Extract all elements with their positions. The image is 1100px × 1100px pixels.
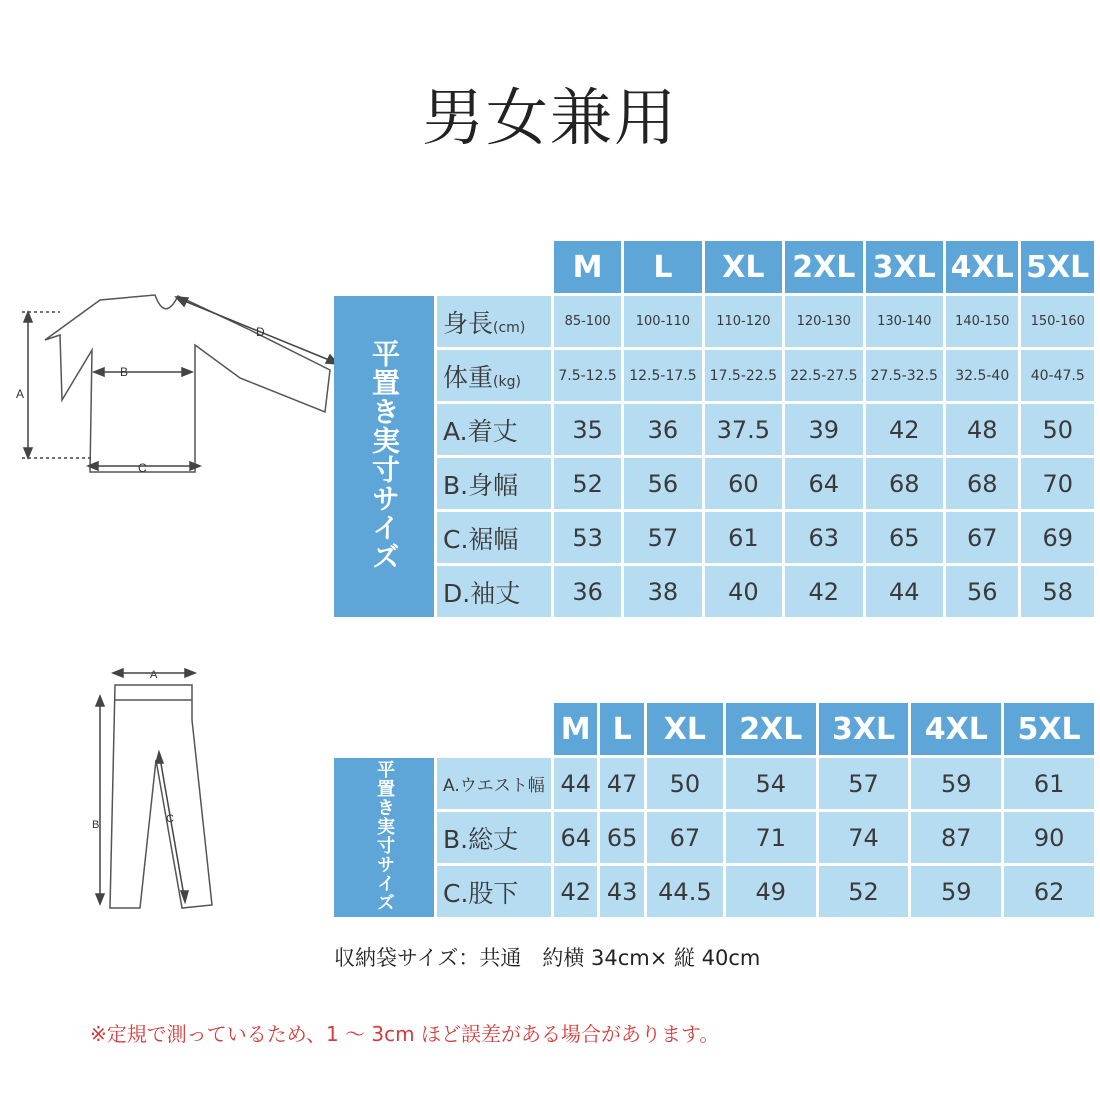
table-cell: 42 [785, 566, 862, 617]
table-cell: 61 [705, 512, 782, 563]
page-title: 男女兼用 [421, 81, 678, 154]
row-label: 体重(kg) [437, 350, 551, 401]
table-cell: 110-120 [705, 296, 782, 347]
table-cell: 57 [819, 758, 909, 809]
table-cell: 56 [946, 566, 1019, 617]
table-cell: 69 [1021, 512, 1094, 563]
table-cell: 64 [785, 458, 862, 509]
row-label: D.袖丈 [437, 566, 551, 617]
size-header: 2XL [785, 241, 862, 293]
table-cell: 42 [866, 404, 943, 455]
table-cell: 17.5-22.5 [705, 350, 782, 401]
table-cell: 38 [624, 566, 701, 617]
pants-diagram [0, 0, 240, 930]
table-cell: 68 [866, 458, 943, 509]
table-cell: 39 [785, 404, 862, 455]
pants-label-b: B [92, 819, 100, 831]
size-header: XL [647, 703, 723, 755]
table-cell: 64 [554, 812, 597, 863]
table-cell: 61 [1004, 758, 1094, 809]
table-cell: 54 [726, 758, 816, 809]
table-cell: 36 [624, 404, 701, 455]
table-cell: 87 [911, 812, 1001, 863]
table-cell: 71 [726, 812, 816, 863]
side-label: 平置き実寸サイズ [374, 759, 395, 912]
table-cell: 74 [819, 812, 909, 863]
row-label: C.裾幅 [437, 512, 551, 563]
table-cell: 40-47.5 [1021, 350, 1094, 401]
table-cell: 52 [819, 866, 909, 917]
table-cell: 90 [1004, 812, 1094, 863]
shirt-label-c: C [138, 461, 147, 475]
top-size-table [331, 238, 1097, 620]
size-header: 5XL [1021, 241, 1094, 293]
table-cell: 56 [624, 458, 701, 509]
row-label: 身長(cm) [437, 296, 551, 347]
table-cell: 67 [946, 512, 1019, 563]
size-header: XL [705, 241, 782, 293]
table-cell: 37.5 [705, 404, 782, 455]
shirt-label-b: B [120, 365, 129, 379]
table-cell: 58 [1021, 566, 1094, 617]
table-cell: 67 [647, 812, 723, 863]
size-header: M [554, 241, 621, 293]
row-label: B.総丈 [437, 812, 551, 863]
table-cell: 60 [705, 458, 782, 509]
table-cell: 44 [866, 566, 943, 617]
table-cell: 52 [554, 458, 621, 509]
table-cell: 59 [911, 866, 1001, 917]
size-header: 3XL [866, 241, 943, 293]
table-cell: 65 [600, 812, 643, 863]
table-cell: 44 [554, 758, 597, 809]
pants-label-a: A [150, 669, 158, 681]
table-cell: 43 [600, 866, 643, 917]
table-cell: 50 [1021, 404, 1094, 455]
table-cell: 63 [785, 512, 862, 563]
table-cell: 27.5-32.5 [866, 350, 943, 401]
table-cell: 85-100 [554, 296, 621, 347]
table-cell: 57 [624, 512, 701, 563]
side-label-cell [334, 758, 434, 917]
table-cell: 42 [554, 866, 597, 917]
table-cell: 120-130 [785, 296, 862, 347]
table-cell: 49 [726, 866, 816, 917]
row-label: B.身幅 [437, 458, 551, 509]
table-cell: 70 [1021, 458, 1094, 509]
table-cell: 68 [946, 458, 1019, 509]
table-cell: 35 [554, 404, 621, 455]
table-cell: 65 [866, 512, 943, 563]
row-label: A.ウエスト幅 [437, 758, 551, 809]
shirt-label-d: D [256, 325, 265, 339]
size-header: 5XL [1004, 703, 1094, 755]
table-cell: 53 [554, 512, 621, 563]
table-cell: 44.5 [647, 866, 723, 917]
row-label: A.着丈 [437, 404, 551, 455]
pants-label-c: C [166, 813, 174, 825]
size-header: M [554, 703, 597, 755]
table-cell: 48 [946, 404, 1019, 455]
table-cell: 62 [1004, 866, 1094, 917]
table-cell: 7.5-12.5 [554, 350, 621, 401]
bag-size-note: 収納袋サイズ：共通 約横 34cm× 縦 40cm [334, 946, 761, 970]
side-label: 平置き実寸サイズ [368, 338, 401, 571]
table-cell: 59 [911, 758, 1001, 809]
table-cell: 130-140 [866, 296, 943, 347]
row-label: C.股下 [437, 866, 551, 917]
table-cell: 36 [554, 566, 621, 617]
table-cell: 150-160 [1021, 296, 1094, 347]
table-cell: 47 [600, 758, 643, 809]
table-cell: 32.5-40 [946, 350, 1019, 401]
size-header: L [600, 703, 643, 755]
table-cell: 40 [705, 566, 782, 617]
side-label-cell [334, 296, 434, 617]
size-header: 2XL [726, 703, 816, 755]
bottom-size-table [331, 700, 1097, 920]
shirt-label-a: A [16, 387, 25, 401]
size-header: 4XL [911, 703, 1001, 755]
table-cell: 50 [647, 758, 723, 809]
table-cell: 140-150 [946, 296, 1019, 347]
size-header: 3XL [819, 703, 909, 755]
size-header: L [624, 241, 701, 293]
table-cell: 100-110 [624, 296, 701, 347]
table-cell: 22.5-27.5 [785, 350, 862, 401]
size-header: 4XL [946, 241, 1019, 293]
table-cell: 12.5-17.5 [624, 350, 701, 401]
measurement-error-note: ※定規で測っているため、1 ～ 3cm ほど誤差がある場合があります。 [90, 1022, 720, 1046]
